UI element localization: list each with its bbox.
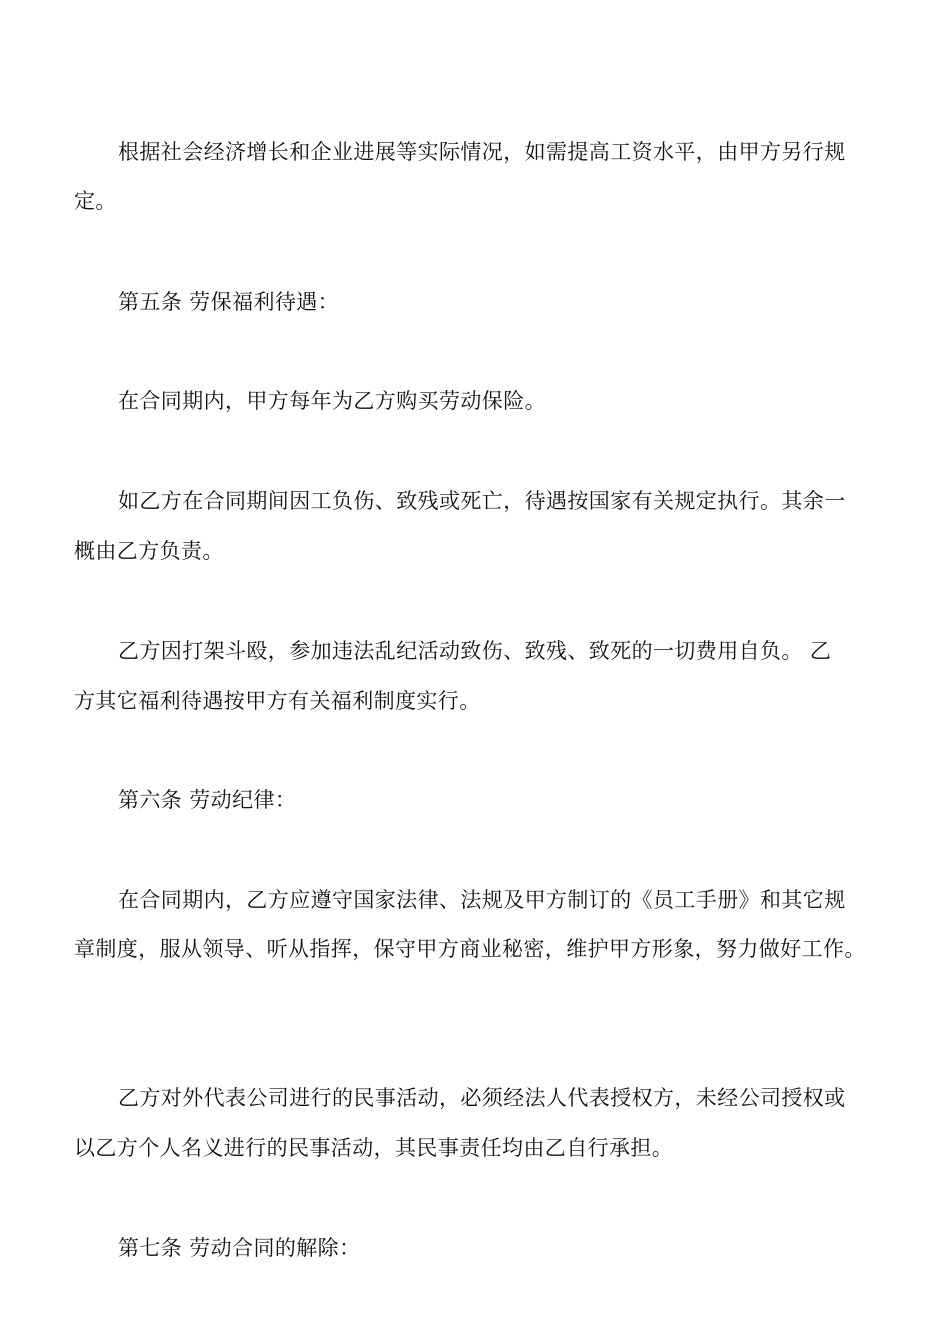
paragraph-fighting-line-2: 方其它福利待遇按甲方有关福利制度实行。 [74, 689, 481, 713]
paragraph-civil-activity-line-2: 以乙方个人名义进行的民事活动，其民事责任均由乙自行承担。 [74, 1136, 674, 1160]
paragraph-discipline-line-1: 在合同期内，乙方应遵守国家法律、法规及甲方制订的《员工手册》和其它规 [118, 888, 846, 912]
paragraph-fighting-line-1: 乙方因打架斗殴，参加违法乱纪活动致伤、致残、致死的一切费用自负。 乙 [118, 639, 832, 663]
paragraph-injury-line-1: 如乙方在合同期间因工负伤、致残或死亡，待遇按国家有关规定执行。其余一 [118, 489, 846, 513]
paragraph-labor-insurance: 在合同期内，甲方每年为乙方购买劳动保险。 [118, 389, 546, 413]
paragraph-injury-line-2: 概由乙方负责。 [74, 539, 224, 563]
article-7-heading: 第七条 劳动合同的解除： [118, 1236, 361, 1260]
paragraph-discipline-line-2: 章制度，服从领导、听从指挥，保守甲方商业秘密，维护甲方形象，努力做好工作。 [74, 937, 866, 961]
paragraph-salary-adjustment-line-1: 根据社会经济增长和企业进展等实际情况，如需提高工资水平，由甲方另行规 [118, 140, 846, 164]
article-6-heading: 第六条 劳动纪律： [118, 788, 297, 812]
paragraph-civil-activity-line-1: 乙方对外代表公司进行的民事活动，必须经法人代表授权方，未经公司授权或 [118, 1086, 846, 1110]
article-5-heading: 第五条 劳保福利待遇： [118, 290, 340, 314]
paragraph-salary-adjustment-line-2: 定。 [74, 189, 117, 213]
